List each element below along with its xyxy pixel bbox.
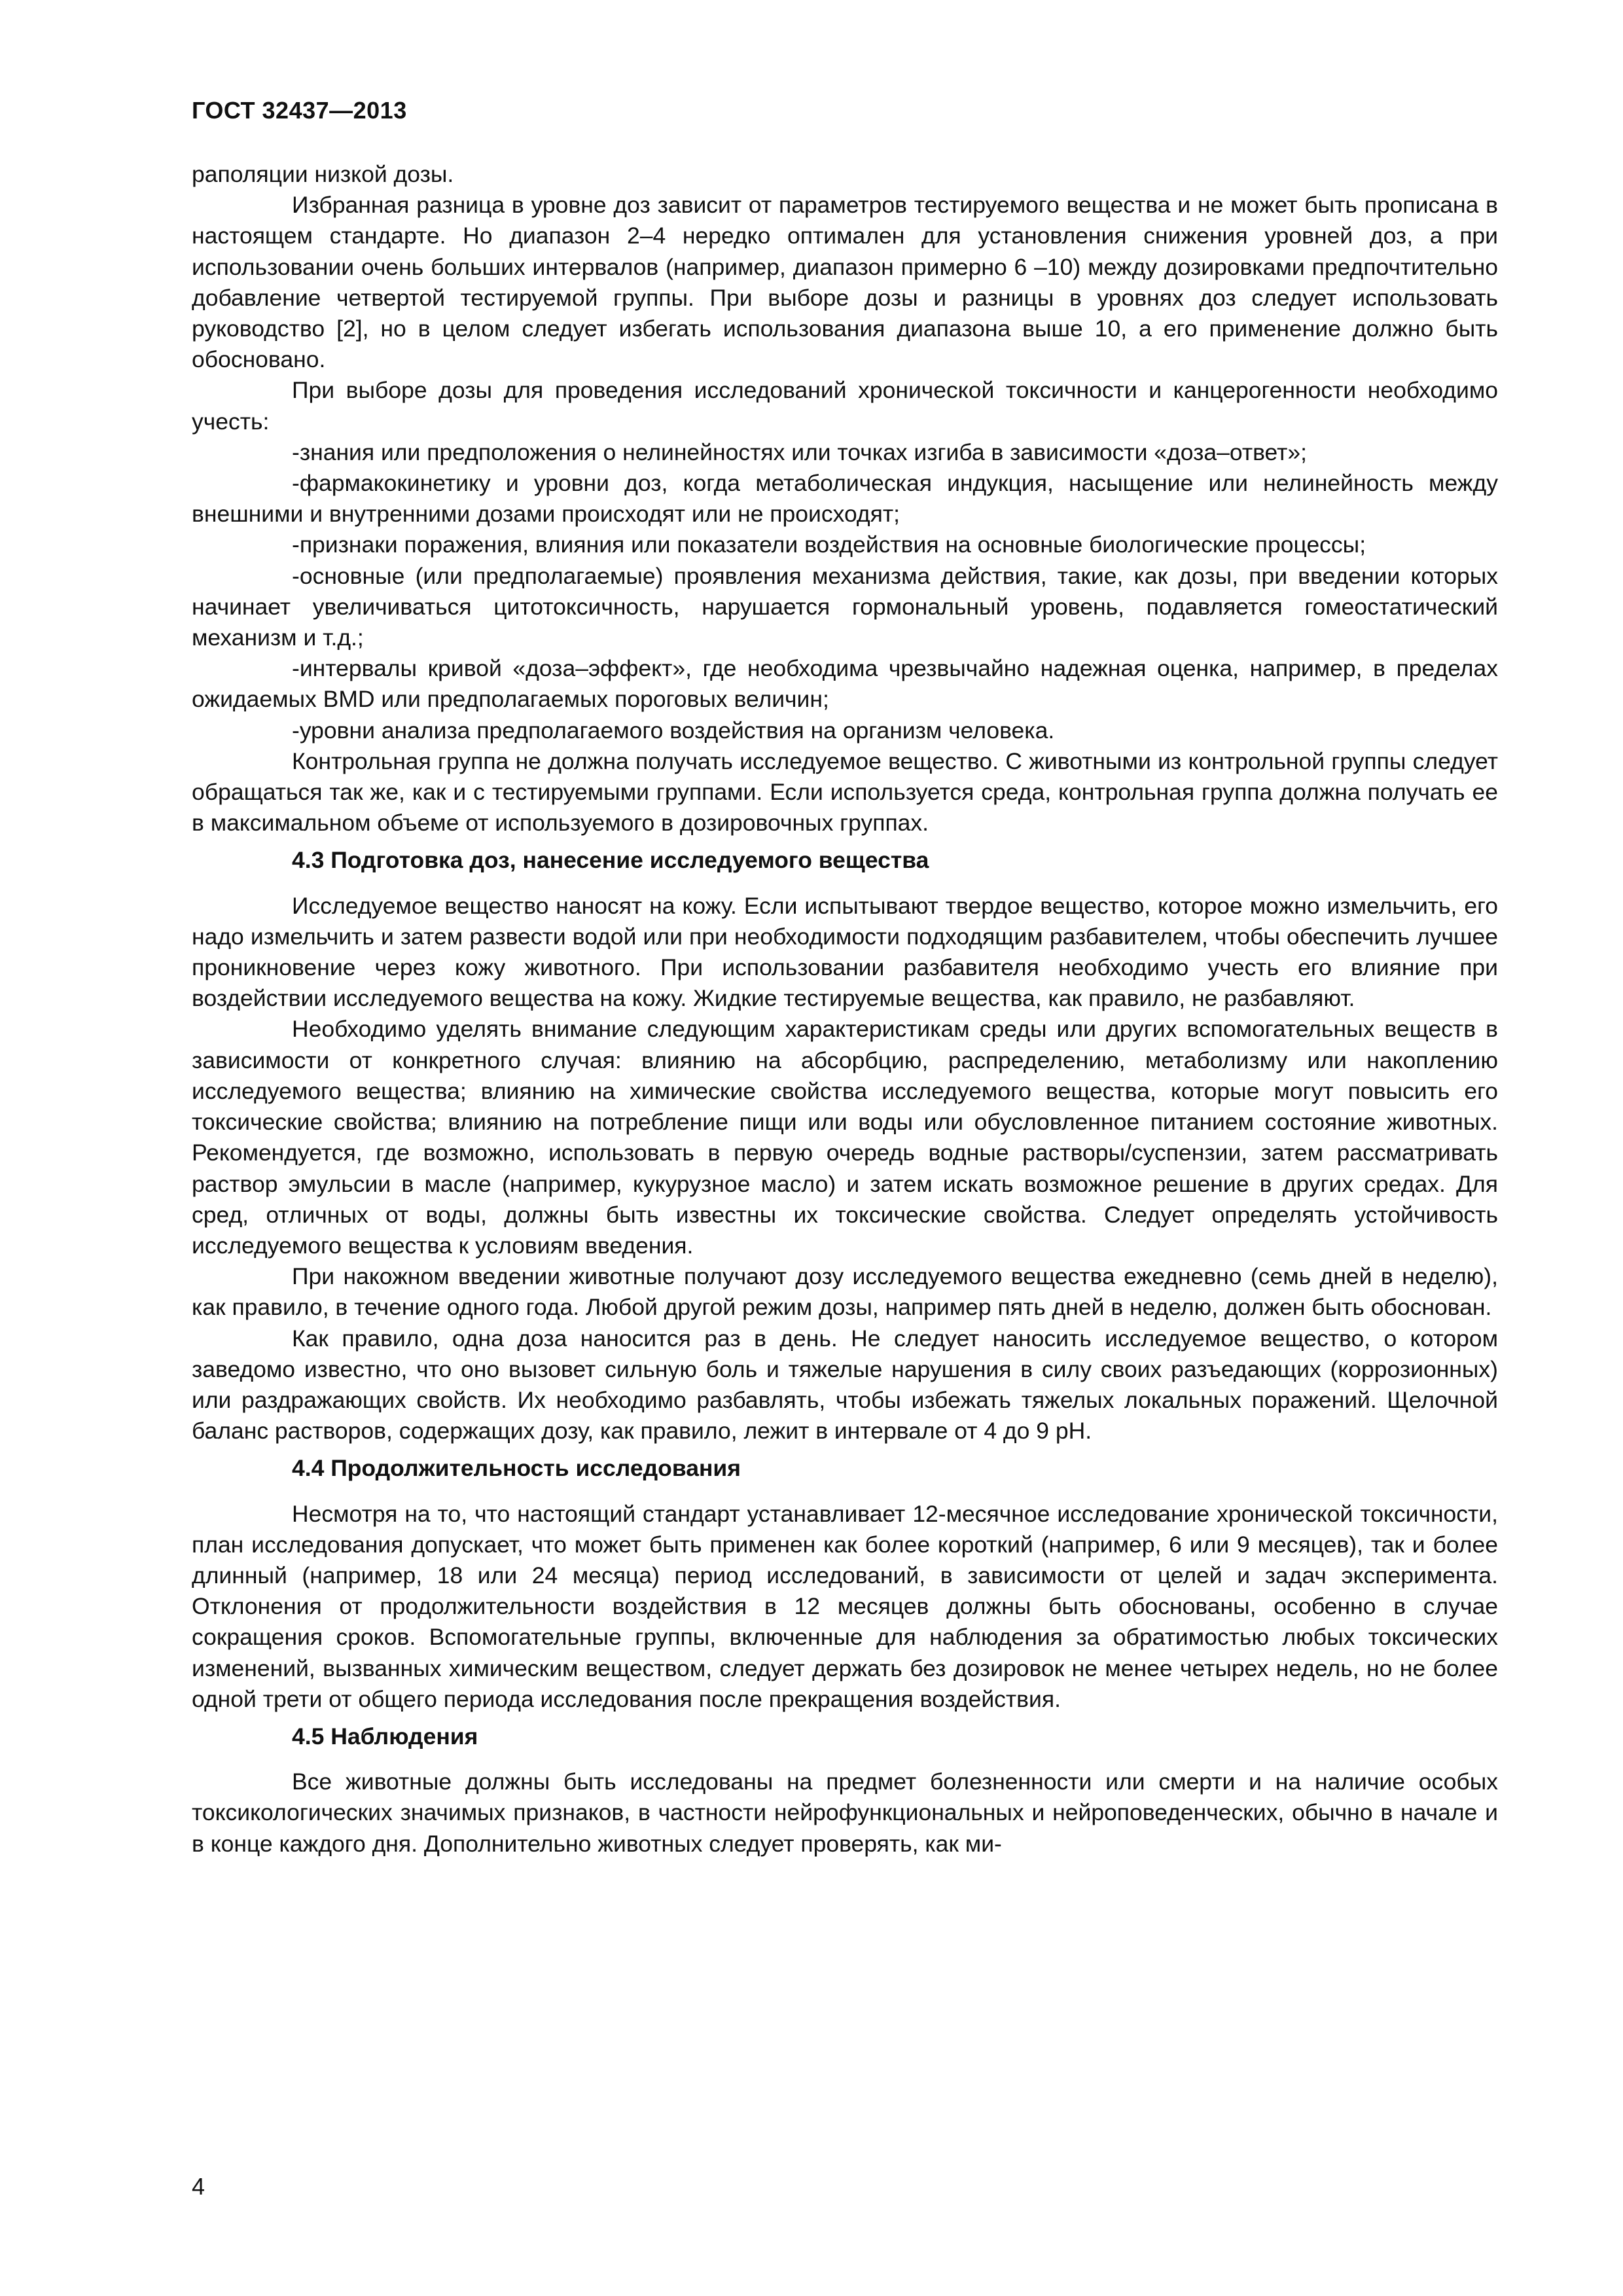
page-number: 4 <box>192 2173 205 2200</box>
paragraph: Исследуемое вещество наносят на кожу. Если испытывают твердое вещество, которое можно измельчить, его надо измельчить и затем развести водой или при необходимости подходящим разбавителем, чтобы обеспечить лучшее проникновение через кожу животного. При использовании разбавителя необходимо учесть его влияние при воздействии исследуемого вещества на кожу. Жидкие тестируемые вещества, как правило, не разбавляют. <box>192 892 1498 1012</box>
section-heading-4-5: 4.5 Наблюдения <box>292 1723 478 1749</box>
paragraph: При выборе дозы для проведения исследований хронической токсичности и канцерогенности необходимо учесть: <box>192 377 1498 435</box>
section-heading-4-3: 4.3 Подготовка доз, нанесение исследуемого вещества <box>292 847 929 874</box>
list-item: -признаки поражения, влияния или показатели воздействия на основные биологические процессы; <box>292 531 1366 558</box>
list-item: -уровни анализа предполагаемого воздействия на организм человека. <box>292 717 1055 744</box>
paragraph: раполяции низкой дозы. <box>192 161 454 187</box>
document-header: ГОСТ 32437—2013 <box>192 97 407 124</box>
document-body <box>192 159 1498 1859</box>
list-item: -интервалы кривой «доза–эффект», где необходима чрезвычайно надежная оценка, например, в пределах ожидаемых BMD или предполагаемых пороговых величин; <box>192 655 1498 713</box>
paragraph: Как правило, одна доза наносится раз в день. Не следует наносить исследуемое вещество, о котором заведомо известно, что оно вызовет сильную боль и тяжелые нарушения в силу своих разъедающих (коррозионных) или раздражающих свойств. Их необходимо разбавлять, чтобы избежать тяжелых локальных поражений. Щелочной баланс растворов, содержащих дозу, как правило, лежит в интервале от 4 до 9 pH. <box>192 1325 1498 1444</box>
paragraph: Необходимо уделять внимание следующим характеристикам среды или других вспомогательных веществ в зависимости от конкретного случая: влиянию на абсорбцию, распределению, метаболизму или накоплению исследуемого вещества; влиянию на химические свойства исследуемого вещества, которые могут повысить его токсические свойства; влиянию на потребление пищи или воды или обусловленное питанием состояние животных. Рекомендуется, где возможно, использовать в первую очередь водные растворы/суспензии, затем рассматривать раствор эмульсии в масле (например, кукурузное масло) и затем искать возможное решение в других средах. Для сред, отличных от воды, должны быть известны их токсические свойства. Следует определять устойчивость исследуемого вещества к условиям введения. <box>192 1016 1498 1259</box>
list-item: -фармакокинетику и уровни доз, когда метаболическая индукция, насыщение или нелинейность между внешними и внутренними дозами происходят или не происходят; <box>192 470 1498 528</box>
paragraph: Избранная разница в уровне доз зависит от параметров тестируемого вещества и не может быть прописана в настоящем стандарте. Но диапазон 2–4 нередко оптимален для установления снижения уровней доз, а при использовании очень больших интервалов (например, диапазон примерно 6 –10) между дозировками предпочтительно добавление четвертой тестируемой группы. При выборе дозы и разницы в уровнях доз следует использовать руководство [2], но в целом следует избегать использования диапазона выше 10, а его применение должно быть обосновано. <box>192 192 1498 373</box>
paragraph: Все животные должны быть исследованы на предмет болезненности или смерти и на наличие особых токсикологических значимых признаков, в частности нейрофункциональных и нейроповеденческих, обычно в начале и в конце каждого дня. Дополнительно животных следует проверять, как ми- <box>192 1768 1498 1857</box>
paragraph: Контрольная группа не должна получать исследуемое вещество. С животными из контрольной группы следует обращаться так же, как и с тестируемыми группами. Если используется среда, контрольная группа должна получать ее в максимальном объеме от используемого в дозировочных группах. <box>192 747 1498 836</box>
paragraph: Несмотря на то, что настоящий стандарт устанавливает 12-месячное исследование хронической токсичности, план исследования допускает, что может быть применен как более короткий (например, 6 или 9 месяцев), так и более длинный (например, 18 или 24 месяца) период исследований, в зависимости от целей и задач эксперимента. Отклонения от продолжительности воздействия в 12 месяцев должны быть обоснованы, особенно в случае сокращения сроков. Вспомогательные группы, включенные для наблюдения за обратимостью любых токсических изменений, вызванных химическим веществом, следует держать без дозировок не менее четырех недель, но не более одной трети от общего периода исследования после прекращения воздействия. <box>192 1500 1498 1712</box>
list-item: -знания или предположения о нелинейностях или точках изгиба в зависимости «доза–ответ»; <box>292 439 1307 465</box>
list-item: -основные (или предполагаемые) проявления механизма действия, такие, как дозы, при введении которых начинает увеличиваться цитотоксичность, нарушается гормональный уровень, подавляется гомеостатический механизм и т.д.; <box>192 562 1498 651</box>
section-heading-4-4: 4.4 Продолжительность исследования <box>292 1455 741 1482</box>
paragraph: При накожном введении животные получают дозу исследуемого вещества ежедневно (семь дней в неделю), как правило, в течение одного года. Любой другой режим дозы, например пять дней в неделю, должен быть обоснован. <box>192 1263 1498 1321</box>
